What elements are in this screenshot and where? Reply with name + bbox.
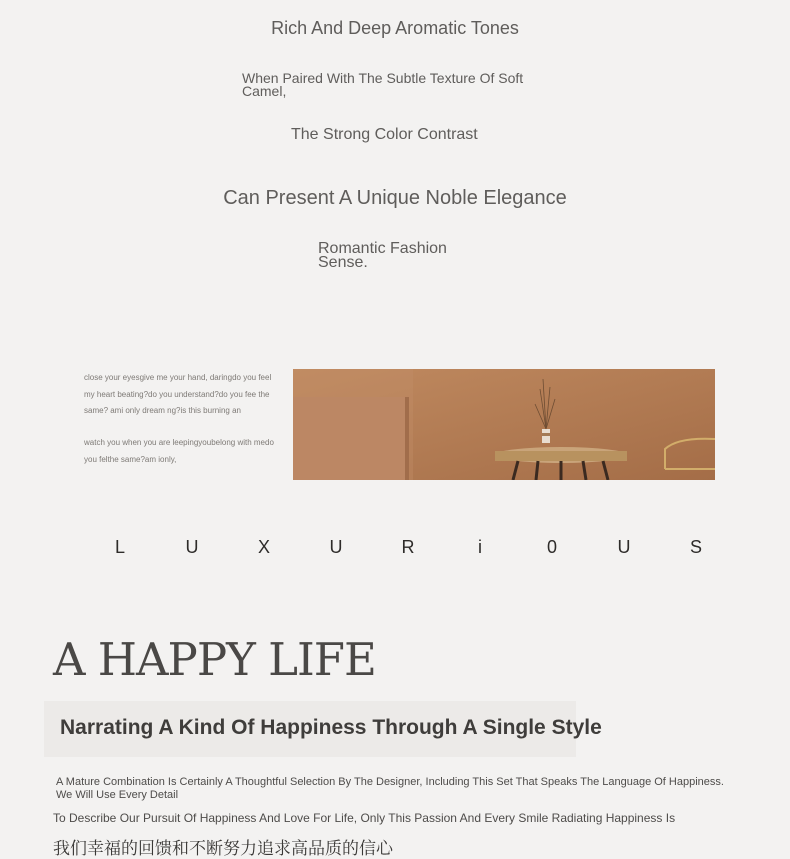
description-paragraph-1: A Mature Combination Is Certainly A Thoughtful Selection By The Designer, Including This Set That Speaks The Language Of Happiness. We Will Use Every Detail — [56, 776, 724, 801]
tagline-line-1: Rich And Deep Aromatic Tones — [271, 18, 519, 38]
letter: U — [185, 537, 199, 557]
letter: U — [329, 537, 343, 557]
room-scene-image — [293, 369, 715, 480]
letter: L — [114, 537, 125, 557]
product-photo — [293, 369, 715, 480]
tagline-line-3: The Strong Color Contrast — [291, 126, 478, 143]
poem-block-1: close your eyesgive me your hand, daringdo you feel my heart beating?do you understand?do you fee the same? ami only dream ng?is this burning an — [84, 373, 272, 415]
letter: S — [689, 537, 702, 557]
letter: 0 — [546, 537, 557, 557]
tagline-line-2: When Paired With The Subtle Texture Of Soft Camel, — [242, 70, 524, 99]
poem-block-2: watch you when you are leepingyoubelong with medo you felthe same?am ionly, — [84, 438, 274, 464]
letter: i — [478, 537, 482, 557]
luxurious-letterspaced-word — [108, 537, 708, 561]
headline: A HAPPY LIFE — [53, 633, 376, 686]
subheadline: Narrating A Kind Of Happiness Through A Single Style — [60, 716, 602, 739]
letter: X — [257, 537, 270, 557]
chinese-text-line: 我们幸福的回馈和不断努力追求高品质的信心 — [53, 839, 393, 859]
description-paragraph-2: To Describe Our Pursuit Of Happiness And Love For Life, Only This Passion And Every Smile Radiating Happiness Is — [53, 811, 676, 825]
letter: U — [617, 537, 631, 557]
letter: R — [401, 537, 415, 557]
tagline-line-5: Romantic Fashion Sense. — [318, 240, 447, 271]
tagline-line-4: Can Present A Unique Noble Elegance — [223, 187, 567, 209]
